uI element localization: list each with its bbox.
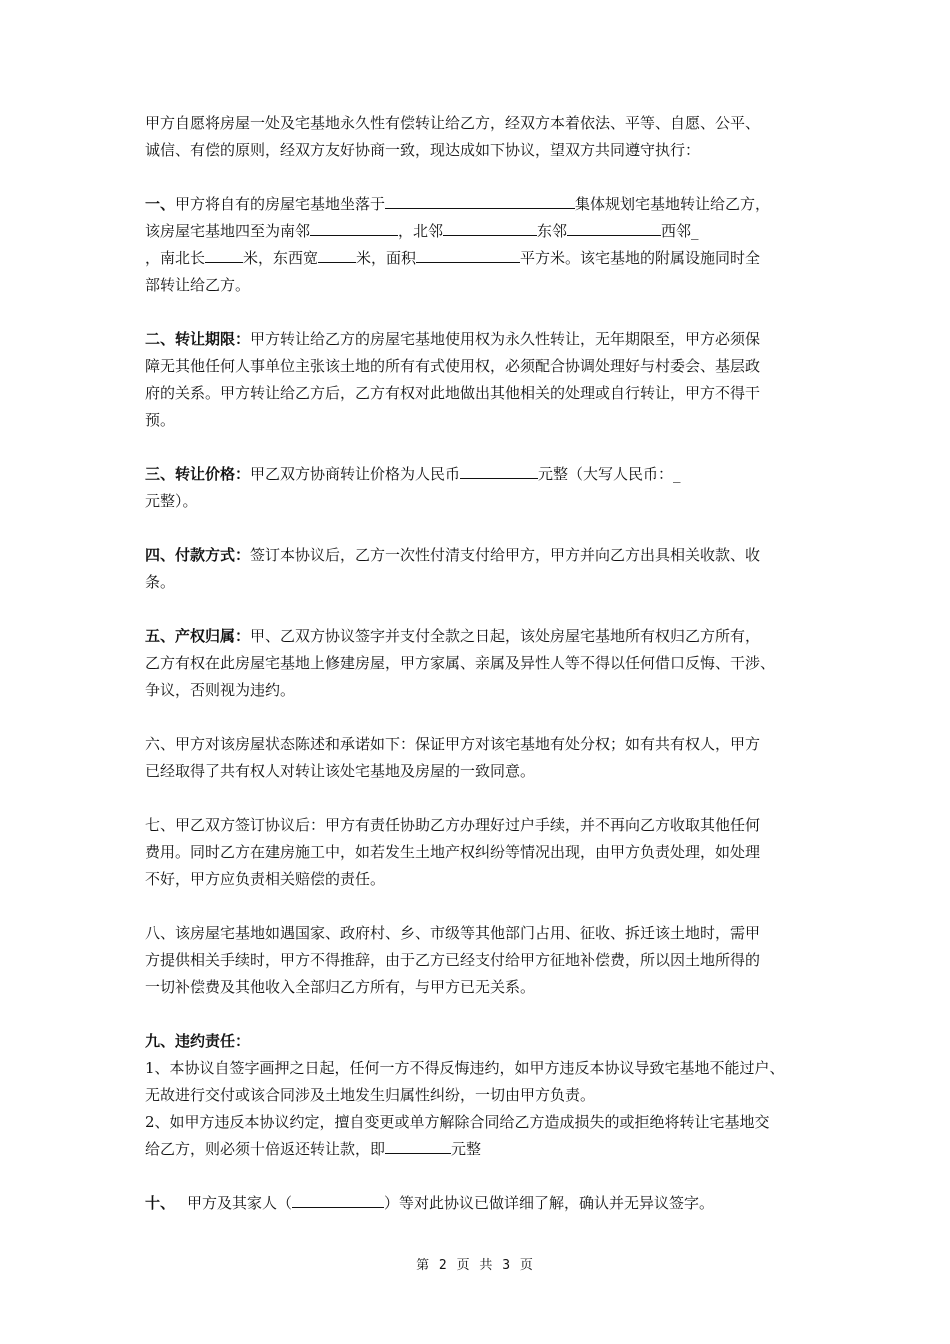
text-fragment: 平方米。该宅基地的附属设施同时全 — [520, 249, 761, 267]
text-line — [145, 542, 810, 569]
text-line — [145, 245, 810, 272]
text-line: 八、该房屋宅基地如遇国家、政府村、乡、市级等其他部门占用、征收、拆迁该土地时，需甲 — [145, 924, 761, 942]
text-line: 费用。同时乙方在建房施工中，如若发生土地产权纠纷等情况出现，由甲方负责处理，如处理 — [145, 843, 761, 861]
clause-2 — [145, 326, 810, 434]
text-line: 七、甲乙双方签订协议后：甲方有责任协助乙方办理好过户手续，并不再向乙方收取其他任何 — [145, 816, 761, 834]
clause-6 — [145, 731, 810, 785]
text-line: 1、本协议自签字画押之日起，任何一方不得反悔违约，如甲方违反本协议导致宅基地不能过户、 — [145, 1059, 785, 1077]
length-blank — [205, 245, 243, 263]
clause-number: 十、 — [145, 1194, 176, 1212]
contract-body — [145, 110, 810, 1244]
text-line — [145, 1136, 810, 1163]
clause-heading: 四、付款方式： — [145, 546, 251, 564]
text-line: 2、如甲方违反本协议约定，擅自变更或单方解除合同给乙方造成损失的或拒绝将转让宅基地交 — [145, 1113, 770, 1131]
location-blank — [385, 191, 575, 209]
text-fragment: ）等对此协议已做详细了解，确认并无异议签字。 — [384, 1194, 715, 1212]
text-fragment: 签订本协议后，乙方一次性付清支付给甲方，甲方并向乙方出具相关收款、收 — [250, 546, 761, 564]
clause-9 — [145, 1028, 810, 1163]
text-line — [145, 1190, 810, 1217]
clause-heading: 三、转让价格： — [145, 465, 251, 483]
clause-3 — [145, 461, 810, 515]
text-line — [145, 191, 810, 218]
text-fragment: 给乙方，则必须十倍返还转让款，即 — [145, 1140, 386, 1158]
text-line: 甲方自愿将房屋一处及宅基地永久性有偿转让给乙方，经双方本着依法、平等、自愿、公平、 — [145, 114, 761, 132]
text-line — [145, 623, 810, 650]
page-number: 第 2 页 共 3 页 — [416, 1258, 534, 1273]
text-line: 障无其他任何人事单位主张该土地的所有有式使用权，必须配合协调处理好与村委会、基层政 — [145, 357, 761, 375]
text-fragment: 米，东西宽 — [243, 249, 319, 267]
south-blank — [310, 218, 398, 236]
east-blank — [567, 218, 661, 236]
text-fragment: 元整 — [451, 1140, 482, 1158]
text-line — [145, 218, 810, 245]
text-line: 争议，否则视为违约。 — [145, 681, 296, 699]
text-line: 元整）。 — [145, 492, 198, 510]
clause-10 — [145, 1190, 810, 1217]
text-fragment: 甲、乙双方协议签字并支付全款之日起，该处房屋宅基地所有权归乙方所有， — [250, 627, 761, 645]
price-blank — [460, 461, 538, 479]
text-fragment: 甲方转让给乙方的房屋宅基地使用权为永久性转让，无年期限至，甲方必须保 — [250, 330, 761, 348]
text-fragment: 西邻_ — [661, 222, 699, 240]
text-line: 方提供相关手续时，甲方不得推辞，由于乙方已经支付给甲方征地补偿费，所以因土地所得的 — [145, 951, 761, 969]
text-line: 无故进行交付或该合同涉及土地发生归属性纠纷，一切由甲方负责。 — [145, 1086, 596, 1104]
text-line: 乙方有权在此房屋宅基地上修建房屋，甲方家属、亲属及异性人等不得以任何借口反悔、干涉、 — [145, 654, 776, 672]
text-fragment: 甲方及其家人（ — [187, 1194, 293, 1212]
intro-paragraph — [145, 110, 810, 164]
text-line: 六、甲方对该房屋状态陈述和承诺如下：保证甲方对该宅基地有处分权；如有共有权人，甲方 — [145, 735, 761, 753]
text-fragment: 甲方将自有的房屋宅基地坐落于 — [175, 195, 386, 213]
text-fragment: 元整（大写人民币：_ — [538, 465, 681, 483]
text-fragment: 集体规划宅基地转让给乙方， — [575, 195, 771, 213]
clause-heading: 五、产权归属： — [145, 627, 251, 645]
text-fragment: 米，面积 — [356, 249, 417, 267]
clause-1 — [145, 191, 810, 299]
text-line — [145, 461, 810, 488]
clause-8 — [145, 920, 810, 1001]
text-fragment: ，南北长 — [145, 249, 206, 267]
text-fragment: 东邻 — [537, 222, 568, 240]
text-line: 预。 — [145, 411, 176, 429]
text-fragment: 该房屋宅基地四至为南邻 — [145, 222, 311, 240]
width-blank — [318, 245, 356, 263]
clause-7 — [145, 812, 810, 893]
family-blank — [292, 1190, 384, 1208]
text-line: 已经取得了共有权人对转让该处宅基地及房屋的一致同意。 — [145, 762, 536, 780]
text-line: 部转让给乙方。 — [145, 276, 251, 294]
text-line: 府的关系。甲方转让给乙方后，乙方有权对此地做出其他相关的处理或自行转让，甲方不得干 — [145, 384, 761, 402]
area-blank — [416, 245, 520, 263]
clause-heading: 九、违约责任： — [145, 1032, 251, 1050]
clause-4 — [145, 542, 810, 596]
clause-5 — [145, 623, 810, 704]
text-fragment: 甲乙双方协商转让价格为人民币 — [250, 465, 461, 483]
clause-heading: 二、转让期限： — [145, 330, 251, 348]
text-line: 条。 — [145, 573, 176, 591]
text-line: 诚信、有偿的原则，经双方友好协商一致，现达成如下协议，望双方共同遵守执行： — [145, 141, 701, 159]
penalty-blank — [385, 1136, 451, 1154]
text-fragment: ，北邻 — [398, 222, 444, 240]
north-blank — [443, 218, 537, 236]
text-line: 不好，甲方应负责相关赔偿的责任。 — [145, 870, 386, 888]
text-line: 一切补偿费及其他收入全部归乙方所有，与甲方已无关系。 — [145, 978, 536, 996]
text-line — [145, 326, 810, 353]
clause-number: 一、 — [145, 195, 176, 213]
